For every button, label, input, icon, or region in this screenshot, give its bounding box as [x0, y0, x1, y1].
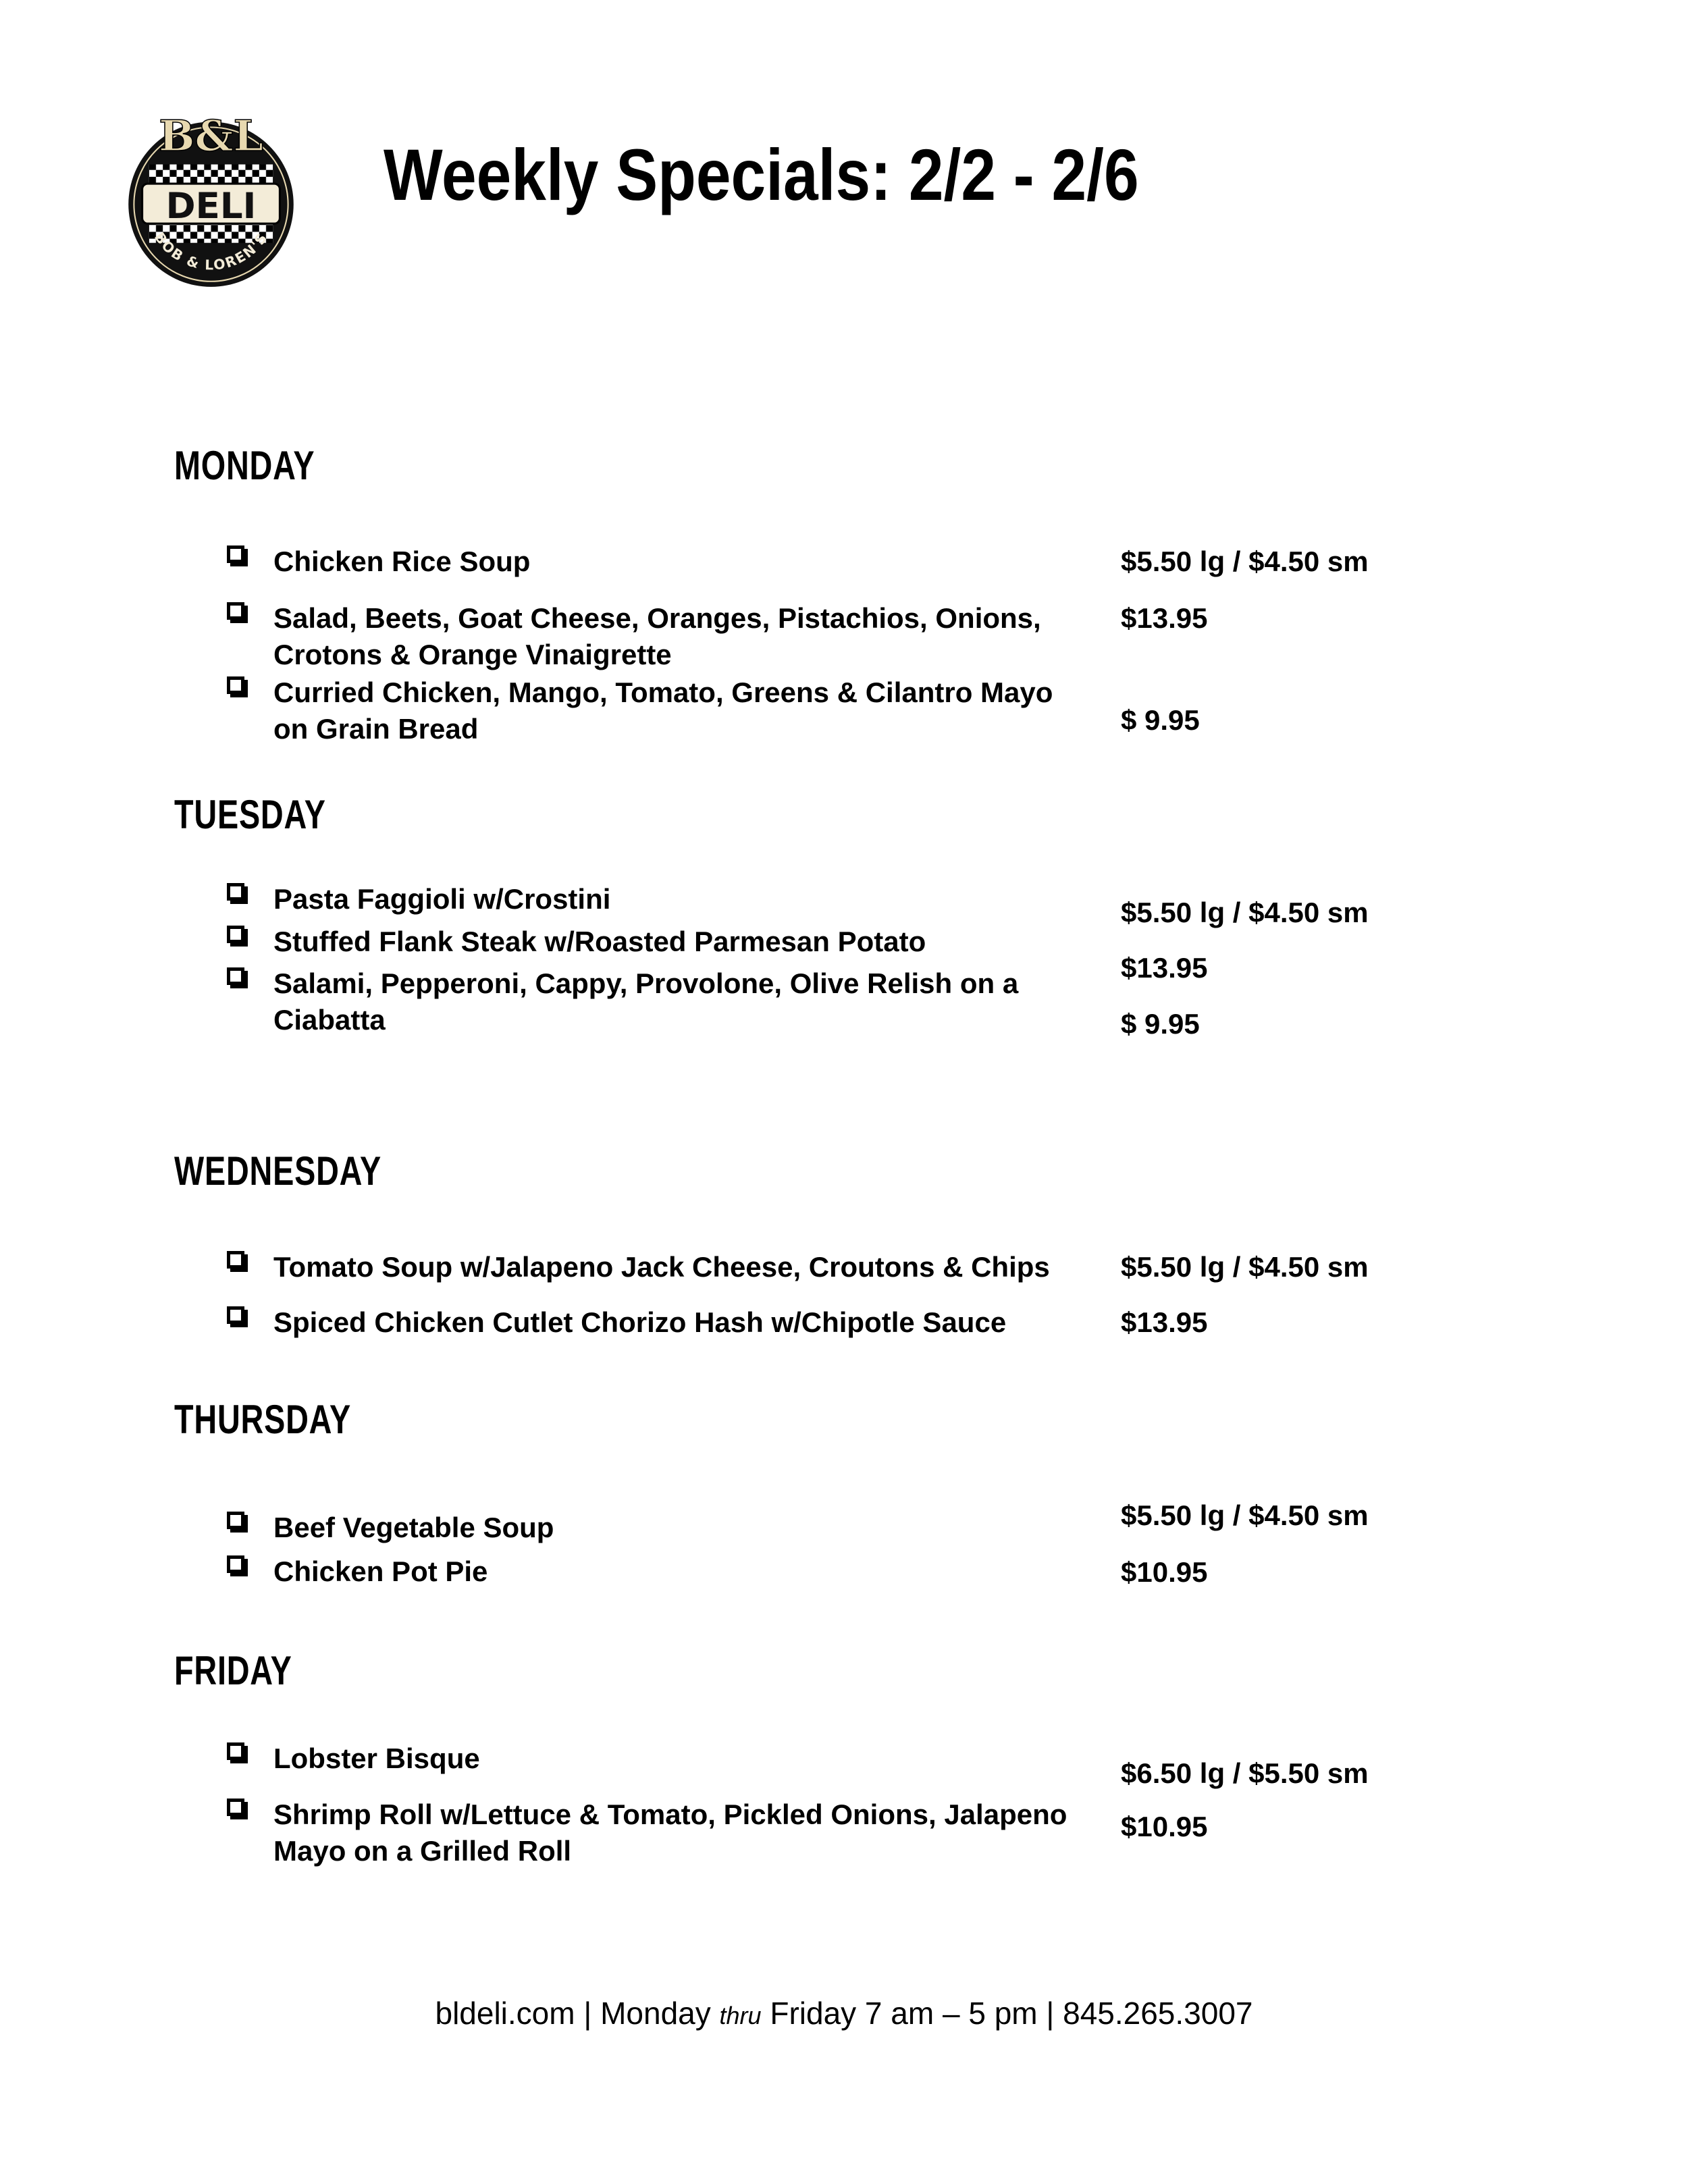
menu-item: Lobster Bisque — [273, 1742, 480, 1774]
menu-item: Shrimp Roll w/Lettuce & Tomato, Pickled Onions, Jalapeno Mayo on a Grilled Roll — [273, 1799, 1067, 1867]
logo-bottom-arc-text: BOB & LOREN'S — [151, 229, 271, 273]
checkbox-icon — [227, 1555, 244, 1573]
day-heading-wednesday: WEDNESDAY — [174, 1148, 381, 1194]
day-heading-tuesday: TUESDAY — [174, 792, 326, 837]
menu-item: Beef Vegetable Soup — [273, 1512, 554, 1543]
menu-item-price: $5.50 lg / $4.50 sm — [1121, 1251, 1369, 1283]
menu-item-price: $6.50 lg / $5.50 sm — [1121, 1757, 1369, 1789]
deli-logo — [122, 108, 300, 290]
menu-item-price: $ 9.95 — [1121, 1008, 1200, 1040]
menu-item-price: $13.95 — [1121, 602, 1208, 634]
checkbox-icon — [227, 1512, 244, 1529]
menu-item: Chicken Rice Soup — [273, 545, 531, 577]
day-heading-friday: FRIDAY — [174, 1648, 292, 1693]
menu-item: Stuffed Flank Steak w/Roasted Parmesan Potato — [273, 926, 926, 957]
checkbox-icon — [227, 1251, 244, 1269]
menu-item: Salad, Beets, Goat Cheese, Oranges, Pistachios, Onions, Crotons & Orange Vinaigrette — [273, 602, 1041, 670]
menu-item-price: $10.95 — [1121, 1556, 1208, 1588]
menu-item-price: $5.50 lg / $4.50 sm — [1121, 1499, 1369, 1531]
logo-bl-text: B&L — [159, 111, 263, 161]
menu-item: Spiced Chicken Cutlet Chorizo Hash w/Chipotle Sauce — [273, 1306, 1007, 1338]
menu-item-price: $5.50 lg / $4.50 sm — [1121, 897, 1369, 928]
menu-item: Pasta Faggioli w/Crostini — [273, 883, 611, 915]
menu-item-price: $ 9.95 — [1121, 704, 1200, 736]
checkbox-icon — [227, 602, 244, 620]
checkbox-icon — [227, 1742, 244, 1760]
page-title: Weekly Specials: 2/2 - 2/6 — [384, 134, 1139, 215]
checkbox-icon — [227, 967, 244, 985]
checkbox-icon — [227, 1306, 244, 1324]
day-heading-thursday: THURSDAY — [174, 1397, 351, 1442]
menu-item-price: $13.95 — [1121, 1306, 1208, 1338]
checkbox-icon — [227, 926, 244, 943]
day-heading-monday: MONDAY — [174, 443, 315, 488]
menu-item-price: $13.95 — [1121, 952, 1208, 984]
checkbox-icon — [227, 883, 244, 901]
menu-item: Tomato Soup w/Jalapeno Jack Cheese, Croutons & Chips — [273, 1251, 1050, 1283]
menu-item-price: $10.95 — [1121, 1811, 1208, 1842]
logo-deli-text: DELI — [165, 186, 257, 228]
menu-item-price: $5.50 lg / $4.50 sm — [1121, 545, 1369, 577]
menu-item: Salami, Pepperoni, Cappy, Provolone, Olive Relish on a Ciabatta — [273, 967, 1019, 1036]
checkbox-icon — [227, 676, 244, 694]
checkbox-icon — [227, 545, 244, 563]
menu-item: Chicken Pot Pie — [273, 1555, 488, 1587]
footer-contact-line: bldeli.com | Monday thru Friday 7 am – 5 pm | 845.265.3007 — [435, 1996, 1253, 2031]
checkbox-icon — [227, 1799, 244, 1816]
menu-item: Curried Chicken, Mango, Tomato, Greens & Cilantro Mayo on Grain Bread — [273, 676, 1053, 745]
